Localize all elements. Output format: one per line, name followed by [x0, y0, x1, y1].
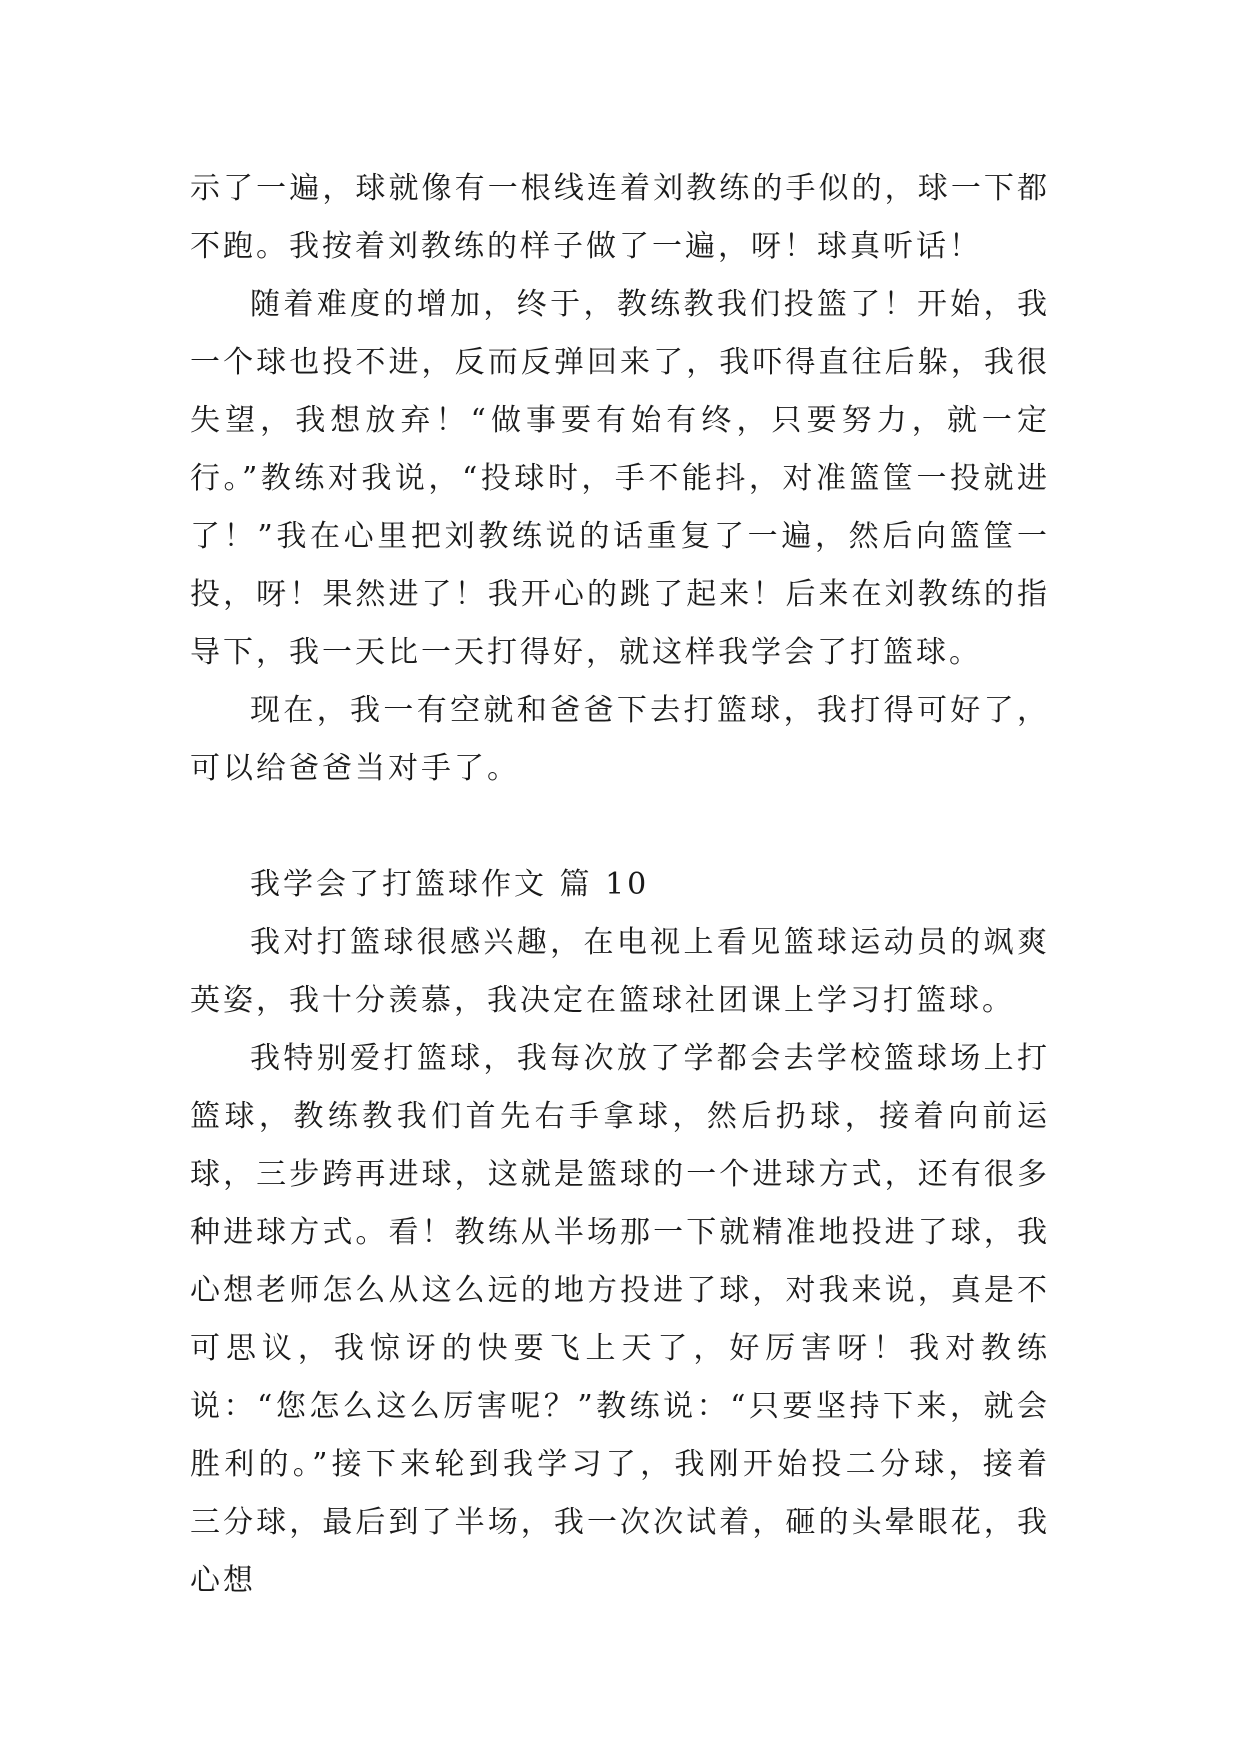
section-spacer	[190, 798, 1050, 856]
paragraph-practice: 我特别爱打篮球，我每次放了学都会去学校篮球场上打篮球，教练教我们首先右手拿球，然后扔球，接着向前运球，三步跨再进球，这就是篮球的一个进球方式，还有很多种进球方式。看！教练从半场那一下就精准地投进了球，我心想老师怎么从这么远的地方投进了球，对我来说，真是不可思议，我惊讶的快要飞上天了，好厉害呀！我对教练说：“您怎么这么厉害呢？”教练说：“只要坚持下来，就会胜利的。”接下来轮到我学习了，我刚开始投二分球，接着三分球，最后到了半场，我一次次试着，砸的头晕眼花，我心想	[190, 1041, 1050, 1598]
essay-heading: 我学会了打篮球作文 篇 10	[250, 867, 650, 902]
paragraph-continuation: 示了一遍，球就像有一根线连着刘教练的手似的，球一下都不跑。我按着刘教练的样子做了一遍，呀！球真听话！	[190, 171, 1050, 264]
paragraph-now: 现在，我一有空就和爸爸下去打篮球，我打得可好了，可以给爸爸当对手了。	[190, 693, 1050, 786]
document-body	[190, 160, 1050, 1610]
paragraph-shooting: 随着难度的增加，终于，教练教我们投篮了！开始，我一个球也投不进，反而反弹回来了，我吓得直往后躲，我很失望，我想放弃！“做事要有始有终，只要努力，就一定行。”教练对我说，“投球时，手不能抖，对准篮筐一投就进了！”我在心里把刘教练说的话重复了一遍，然后向篮筐一投，呀！果然进了！我开心的跳了起来！后来在刘教练的指导下，我一天比一天打得好，就这样我学会了打篮球。	[190, 287, 1050, 670]
paragraph-interest: 我对打篮球很感兴趣，在电视上看见篮球运动员的飒爽英姿，我十分羡慕，我决定在篮球社团课上学习打篮球。	[190, 925, 1050, 1018]
